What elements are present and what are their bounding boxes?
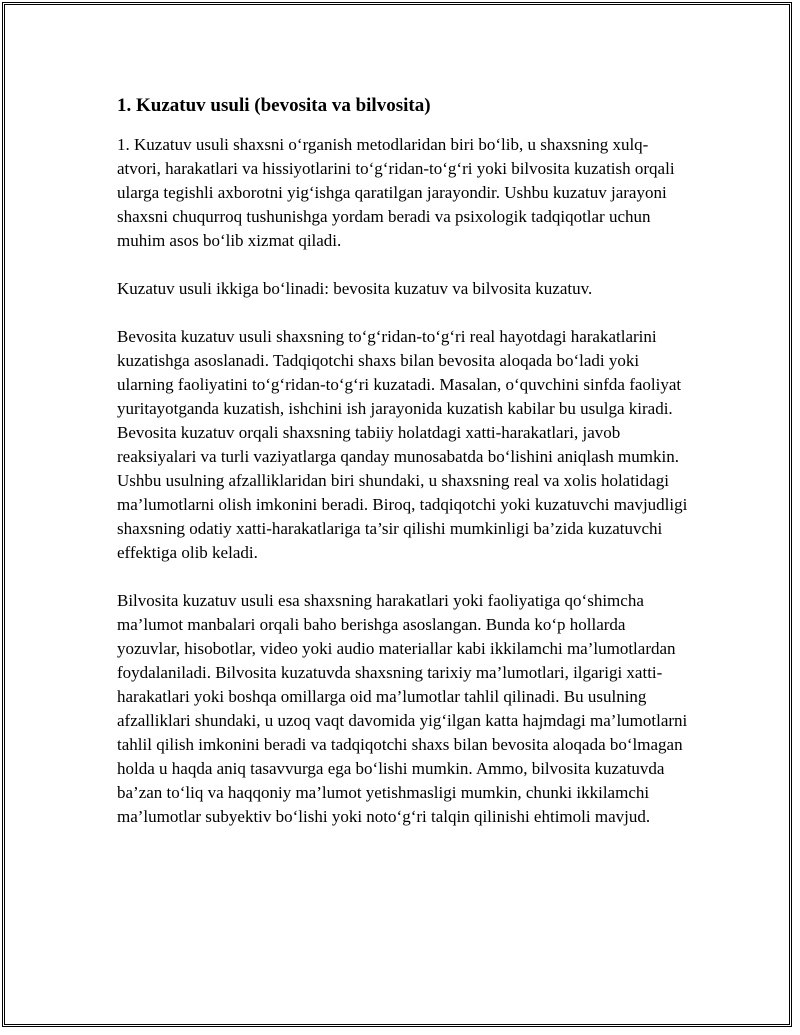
paragraph-direct-observation: Bevosita kuzatuv usuli shaxsning to‘g‘ridan-to‘g‘ri real hayotdagi harakatlarini kuzatishga asoslanadi. Tadqiqotchi shaxs bilan bevosita aloqada bo‘ladi yoki ularning faoliyatini to‘g‘ridan-to‘g‘ri kuzatadi. Masalan, o‘quvchini sinfda faoliyat yuritayotganda kuzatish, ishchini ish jarayonida kuzatish kabilar bu usulga kiradi. Bevosita kuzatuv orqali shaxsning tabiiy holatdagi xatti-harakatlari, javob reaksiyalari va turli vaziyatlarga qanday munosabatda bo‘lishini aniqlash mumkin. Ushbu usulning afzalliklaridan biri shundaki, u shaxsning real va xolis holatidagi ma’lumotlarni olish imkonini beradi. Biroq, tadqiqotchi yoki kuzatuvchi mavjudligi shaxsning odatiy xatti-harakatlariga ta’sir qilishi mumkinligi ba’zida kuzatuvchi effektiga olib keladi. bbox=[117, 327, 688, 562]
paragraph-intro: 1. Kuzatuv usuli shaxsni o‘rganish metodlaridan biri bo‘lib, u shaxsning xulq-atvori, harakatlari va hissiyotlarini to‘g‘ridan-to‘g‘ri yoki bilvosita kuzatish orqali ularga tegishli axborotni yig‘ishga qaratilgan jarayondir. Ushbu kuzatuv jarayoni shaxsni chuqurroq tushunishga yordam beradi va psixologik tadqiqotlar uchun muhim asos bo‘lib xizmat qiladi. bbox=[117, 135, 675, 250]
paragraph-indirect-observation: Bilvosita kuzatuv usuli esa shaxsning harakatlari yoki faoliyatiga qo‘shimcha ma’lumot manbalari orqali baho berishga asoslangan. Bunda ko‘p hollarda yozuvlar, hisobotlar, video yoki audio materiallar kabi ikkilamchi ma’lumotlardan foydalaniladi. Bilvosita kuzatuvda shaxsning tarixiy ma’lumotlari, ilgarigi xatti-harakatlari yoki boshqa omillarga oid ma’lumotlar tahlil qilinadi. Bu usulning afzalliklari shundaki, u uzoq vaqt davomida yig‘ilgan katta hajmdagi ma’lumotlarni tahlil qilish imkonini beradi va tadqiqotchi shaxs bilan bevosita aloqada bo‘lmagan holda u haqda aniq tasavvurga ega bo‘lishi mumkin. Ammo, bilvosita kuzatuvda ba’zan to‘liq va haqqoniy ma’lumot yetishmasligi mumkin, chunki ikkilamchi ma’lumotlar subyektiv bo‘lishi yoki noto‘g‘ri talqin qilinishi ehtimoli mavjud. bbox=[117, 591, 688, 826]
section-heading: 1. Kuzatuv usuli (bevosita va bilvosita) bbox=[117, 95, 431, 116]
paragraph-division: Kuzatuv usuli ikkiga bo‘linadi: bevosita kuzatuv va bilvosita kuzatuv. bbox=[117, 279, 593, 298]
document-body bbox=[117, 94, 689, 853]
